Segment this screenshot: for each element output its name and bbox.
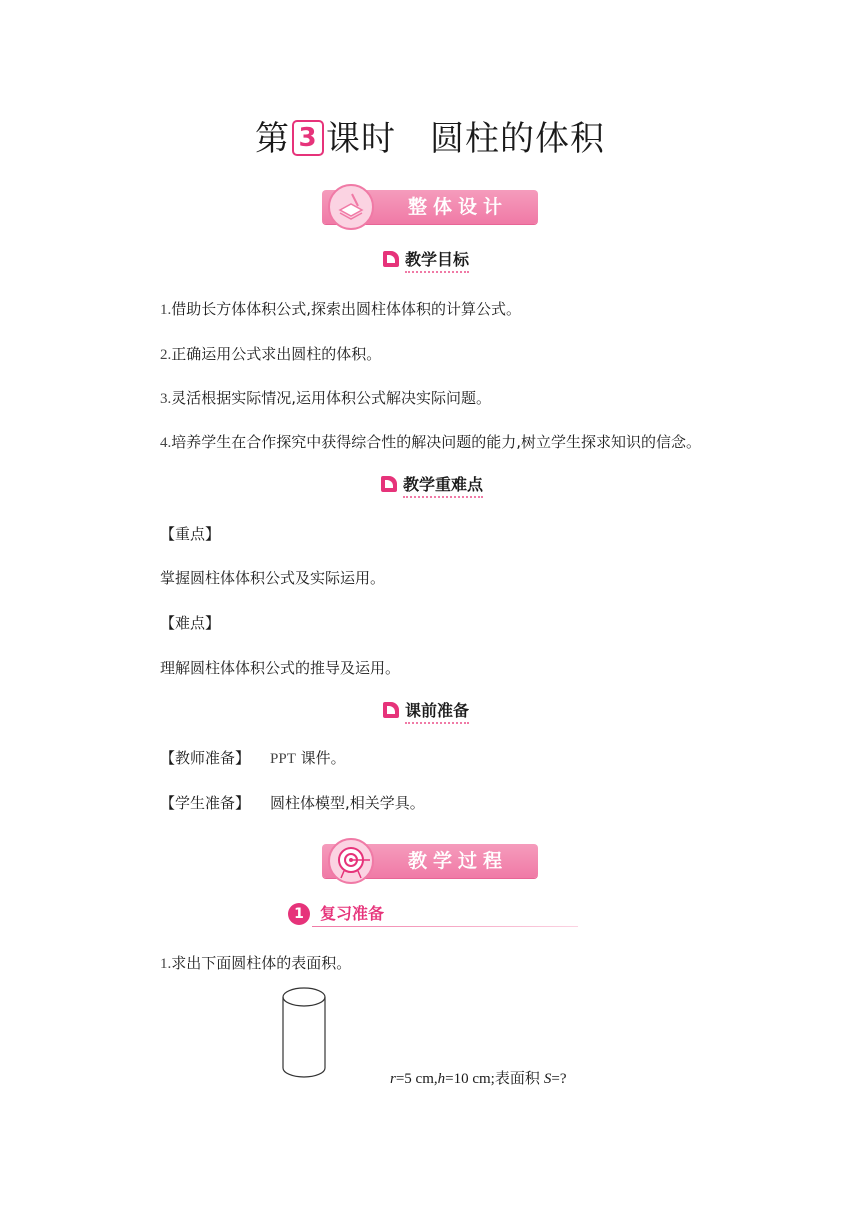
banner-title: 整体设计 — [407, 196, 508, 218]
student-prep: 【学生准备】 圆柱体模型,相关学具。 — [160, 794, 425, 812]
focus-text: 掌握圆柱体体积公式及实际运用。 — [160, 569, 386, 587]
exercise-given: r=5 cm,h=10 cm;表面积 S=? — [390, 1069, 567, 1087]
title-prefix: 第 — [255, 119, 290, 159]
title-subject: 圆柱的体积 — [430, 119, 605, 159]
section-preparation — [383, 698, 469, 724]
target-icon — [328, 838, 374, 884]
page-title — [0, 112, 860, 166]
flag-icon — [383, 702, 399, 718]
step-number-badge: 1 — [288, 903, 310, 925]
banner-overall-design — [322, 190, 538, 224]
focus-label: 【重点】 — [160, 525, 221, 543]
exercise-question: 1.求出下面圆柱体的表面积。 — [160, 954, 352, 972]
title-suffix: 课时 — [326, 119, 396, 159]
flag-icon — [383, 251, 399, 267]
section-objectives — [383, 247, 469, 273]
step-header — [288, 902, 578, 928]
section-title: 教学目标 — [405, 250, 469, 273]
objective-item: 4.培养学生在合作探究中获得综合性的解决问题的能力,树立学生探求知识的信念。 — [160, 433, 702, 451]
step-underline — [312, 926, 578, 927]
banner-title: 教学过程 — [407, 850, 508, 872]
section-title: 课前准备 — [405, 701, 469, 724]
difficulty-text: 理解圆柱体体积公式的推导及运用。 — [160, 659, 401, 677]
banner-teaching-process — [322, 844, 538, 878]
step-title: 复习准备 — [320, 904, 385, 923]
flag-icon — [381, 476, 397, 492]
section-title: 教学重难点 — [403, 475, 483, 498]
section-key-points — [381, 472, 483, 498]
objective-item: 3.灵活根据实际情况,运用体积公式解决实际问题。 — [160, 389, 492, 407]
lesson-number-badge: 3 — [292, 120, 324, 156]
teacher-prep: 【教师准备】 PPT 课件。 — [160, 749, 346, 767]
objective-item: 1.借助长方体体积公式,探索出圆柱体体积的计算公式。 — [160, 300, 522, 318]
difficulty-label: 【难点】 — [160, 614, 221, 632]
cylinder-figure — [278, 984, 330, 1084]
book-icon — [328, 184, 374, 230]
objective-item: 2.正确运用公式求出圆柱的体积。 — [160, 345, 382, 363]
